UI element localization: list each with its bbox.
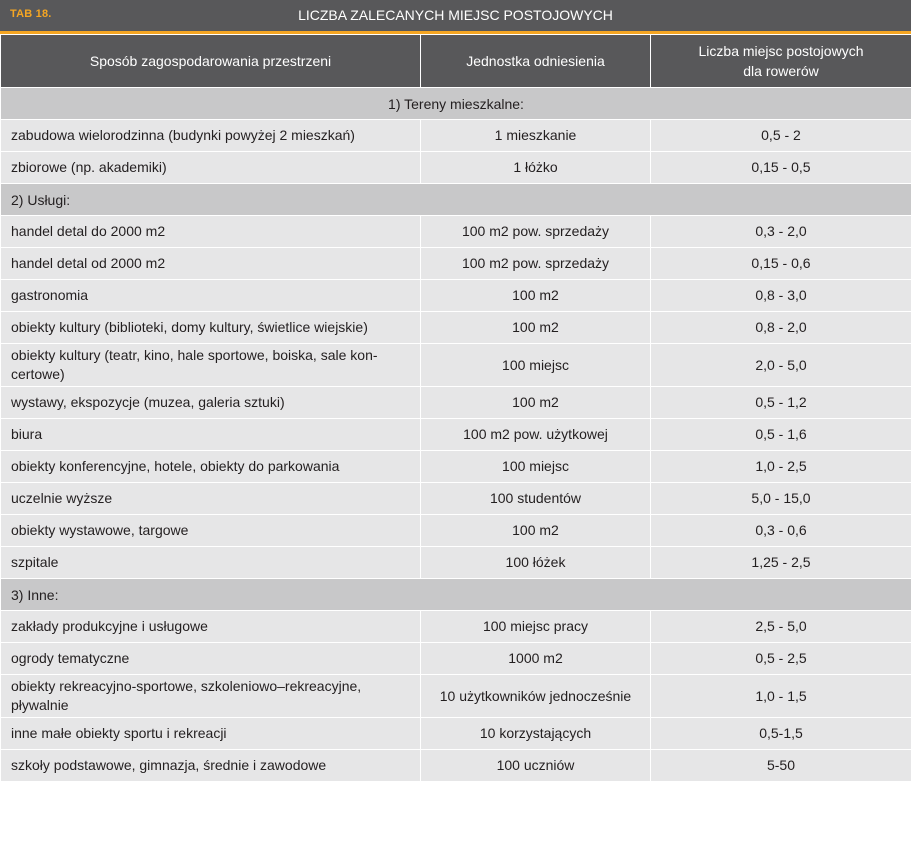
cell-bike-spaces: 0,8 - 2,0 — [651, 312, 911, 344]
cell-land-use: obiekty wystawowe, targowe — [1, 515, 421, 547]
column-header-bike-spaces-text: Liczba miejsc postojowych dla rowerów — [698, 43, 864, 79]
cell-land-use: szpitale — [1, 547, 421, 579]
cell-bike-spaces: 2,5 - 5,0 — [651, 611, 911, 643]
table-row — [1, 750, 911, 782]
cell-unit: 100 m2 — [421, 515, 651, 547]
table-row — [1, 419, 911, 451]
cell-bike-spaces: 0,5 - 1,6 — [651, 419, 911, 451]
cell-bike-spaces: 0,3 - 0,6 — [651, 515, 911, 547]
table-row — [1, 483, 911, 515]
column-header-unit: Jednostka odniesienia — [421, 35, 651, 88]
table-row — [1, 120, 911, 152]
table-row — [1, 344, 911, 387]
cell-bike-spaces: 2,0 - 5,0 — [651, 344, 911, 387]
cell-land-use: biura — [1, 419, 421, 451]
section-row — [1, 579, 911, 611]
section-label: 3) Inne: — [1, 579, 911, 611]
cell-bike-spaces: 1,0 - 2,5 — [651, 451, 911, 483]
table-row — [1, 248, 911, 280]
table-row — [1, 547, 911, 579]
cell-unit: 1 łóżko — [421, 152, 651, 184]
section-row — [1, 88, 911, 120]
table-title: LICZBA ZALECANYCH MIEJSC POSTOJOWYCH — [298, 7, 613, 23]
column-header-bike-spaces — [651, 35, 911, 88]
table-row — [1, 152, 911, 184]
cell-bike-spaces: 0,3 - 2,0 — [651, 216, 911, 248]
cell-land-use: handel detal do 2000 m2 — [1, 216, 421, 248]
parking-table — [0, 34, 911, 782]
cell-land-use: obiekty kultury (biblioteki, domy kultury, świetlice wiejskie) — [1, 312, 421, 344]
cell-land-use: wystawy, ekspozycje (muzea, galeria sztuki) — [1, 387, 421, 419]
table-row — [1, 675, 911, 718]
table-row — [1, 451, 911, 483]
cell-bike-spaces: 0,5 - 1,2 — [651, 387, 911, 419]
cell-unit: 100 m2 — [421, 387, 651, 419]
cell-unit: 10 korzystających — [421, 718, 651, 750]
cell-land-use: zbiorowe (np. akademiki) — [1, 152, 421, 184]
cell-unit: 100 m2 — [421, 280, 651, 312]
cell-land-use: gastronomia — [1, 280, 421, 312]
cell-bike-spaces: 0,15 - 0,6 — [651, 248, 911, 280]
cell-land-use: obiekty rekreacyjno-sportowe, szkoleniowo–rekreacyjne, pływalnie — [1, 675, 421, 718]
cell-unit: 100 m2 — [421, 312, 651, 344]
cell-bike-spaces: 0,5-1,5 — [651, 718, 911, 750]
cell-unit: 100 uczniów — [421, 750, 651, 782]
section-label: 1) Tereny mieszkalne: — [1, 88, 911, 120]
cell-unit: 100 m2 pow. sprzedaży — [421, 216, 651, 248]
cell-unit: 100 łóżek — [421, 547, 651, 579]
cell-unit: 1000 m2 — [421, 643, 651, 675]
cell-bike-spaces: 5,0 - 15,0 — [651, 483, 911, 515]
table-row — [1, 280, 911, 312]
section-row — [1, 184, 911, 216]
table-row — [1, 216, 911, 248]
cell-unit: 1 mieszkanie — [421, 120, 651, 152]
table-row — [1, 515, 911, 547]
table-row — [1, 312, 911, 344]
column-header-land-use: Sposób zagospodarowania przestrzeni — [1, 35, 421, 88]
section-label: 2) Usługi: — [1, 184, 911, 216]
table-row — [1, 718, 911, 750]
cell-bike-spaces: 5-50 — [651, 750, 911, 782]
cell-land-use: obiekty konferencyjne, hotele, obiekty do parkowania — [1, 451, 421, 483]
cell-land-use: zakłady produkcyjne i usługowe — [1, 611, 421, 643]
cell-unit: 100 miejsc — [421, 451, 651, 483]
cell-land-use: handel detal od 2000 m2 — [1, 248, 421, 280]
table-number: TAB 18. — [10, 8, 52, 20]
table-row — [1, 387, 911, 419]
table-row — [1, 611, 911, 643]
cell-unit: 10 użytkowników jednocześnie — [421, 675, 651, 718]
cell-land-use: obiekty kultury (teatr, kino, hale sportowe, boiska, sale kon-certowe) — [1, 344, 421, 387]
cell-land-use: szkoły podstawowe, gimnazja, średnie i zawodowe — [1, 750, 421, 782]
table-header-row — [1, 35, 911, 88]
cell-bike-spaces: 0,8 - 3,0 — [651, 280, 911, 312]
cell-bike-spaces: 1,0 - 1,5 — [651, 675, 911, 718]
cell-land-use: inne małe obiekty sportu i rekreacji — [1, 718, 421, 750]
table-row — [1, 643, 911, 675]
cell-unit: 100 miejsc pracy — [421, 611, 651, 643]
cell-land-use: ogrody tematyczne — [1, 643, 421, 675]
cell-unit: 100 m2 pow. użytkowej — [421, 419, 651, 451]
cell-land-use: uczelnie wyższe — [1, 483, 421, 515]
cell-bike-spaces: 0,15 - 0,5 — [651, 152, 911, 184]
cell-unit: 100 miejsc — [421, 344, 651, 387]
table-title-bar — [0, 0, 911, 31]
cell-unit: 100 m2 pow. sprzedaży — [421, 248, 651, 280]
cell-bike-spaces: 0,5 - 2 — [651, 120, 911, 152]
cell-land-use: zabudowa wielorodzinna (budynki powyżej 2 mieszkań) — [1, 120, 421, 152]
cell-bike-spaces: 1,25 - 2,5 — [651, 547, 911, 579]
cell-unit: 100 studentów — [421, 483, 651, 515]
cell-bike-spaces: 0,5 - 2,5 — [651, 643, 911, 675]
